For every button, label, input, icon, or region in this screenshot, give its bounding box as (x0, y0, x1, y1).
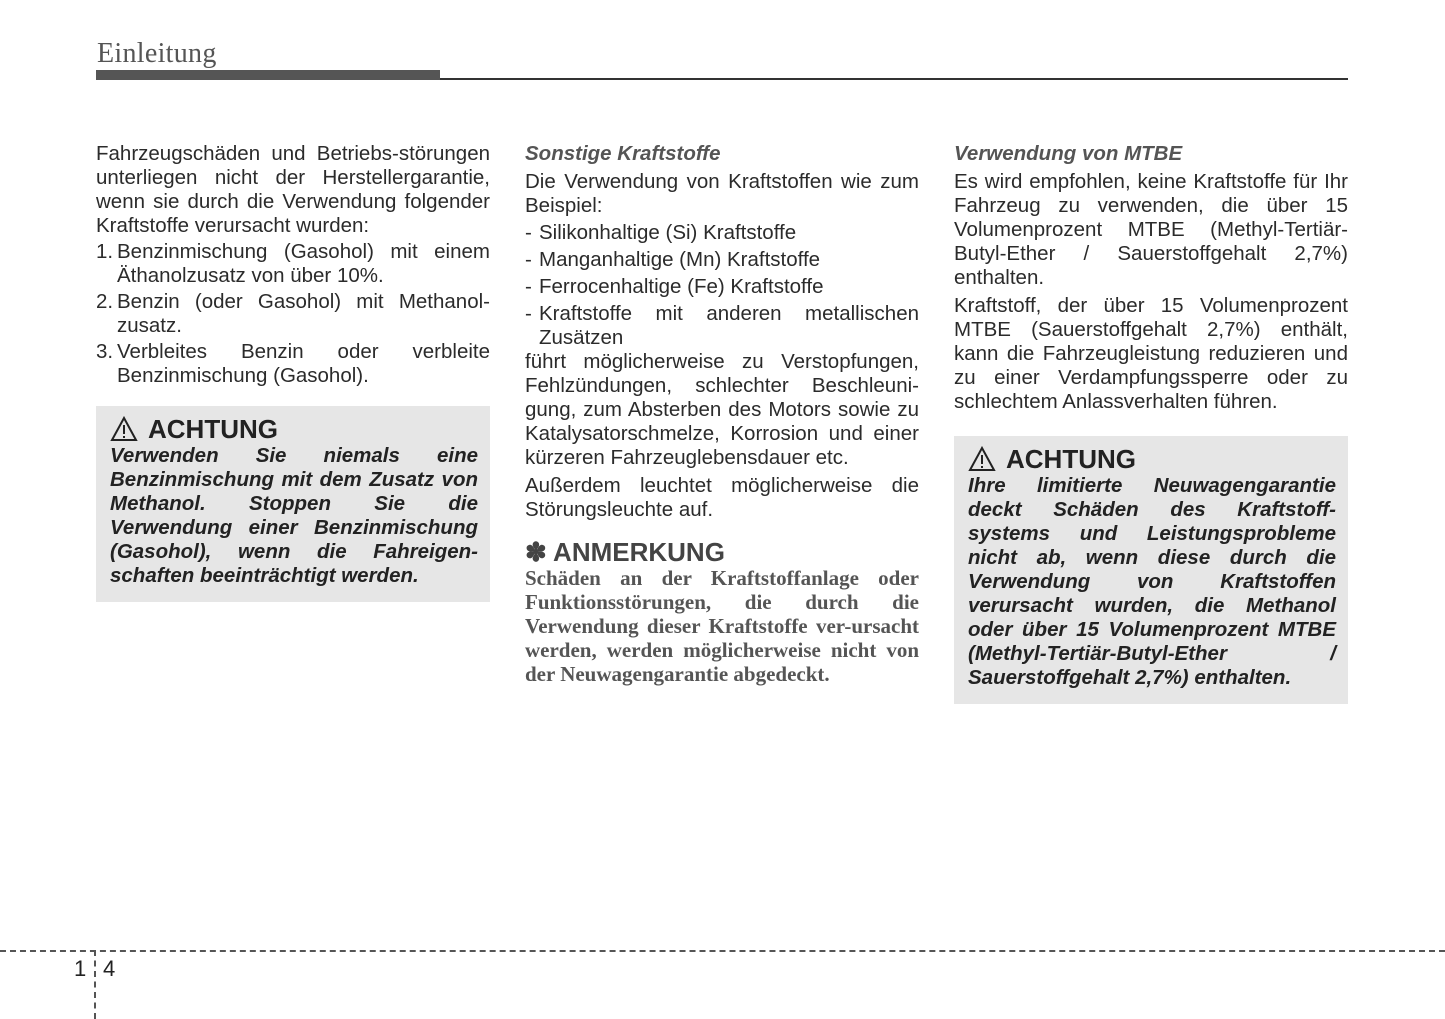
list-item (96, 240, 490, 288)
section-subtitle: Verwendung von MTBE (954, 142, 1183, 165)
page-header-title: Einleitung (97, 38, 217, 69)
header-rule-thin (440, 78, 1348, 80)
list-text: Benzinmischung (Gasohol) mit einem Äthanolzusatz von über 10%. (117, 240, 490, 287)
list-item (96, 340, 490, 388)
body-paragraph: Es wird empfohlen, keine Kraftstoffe für Ihr Fahrzeug zu verwenden, die über 15 Volumenprozent MTBE (Methyl-Tertiär-Butyl-Ether / Sauerstoffgehalt 2,7%) enthalten. (954, 170, 1348, 289)
warning-text: Verwenden Sie niemals eine Benzinmischung mit dem Zusatz von Methanol. Stoppen Sie die Verwendung einer Benzinmischung (Gasohol), wenn die Fahreigen-schaften beeinträchtigt werden. (110, 444, 478, 587)
list-item: - Ferrocenhaltige (Fe) Kraftstoffe (525, 275, 919, 299)
list-text: Verbleites Benzin oder verbleite Benzinmischung (Gasohol). (117, 340, 490, 387)
list-number: 1. (96, 240, 114, 263)
footer-vertical-divider (94, 950, 96, 1019)
intro-paragraph: Die Verwendung von Kraftstoffen wie zum Beispiel: (525, 170, 919, 217)
warning-heading (968, 446, 1336, 472)
intro-paragraph: Fahrzeugschäden und Betriebs-störungen unterliegen nicht der Herstellergarantie, wenn sie durch die Verwendung folgender Kraftstoffe verursacht wurden: (96, 142, 490, 237)
page-number: 4 (103, 956, 116, 981)
warning-title: ACHTUNG (1006, 444, 1136, 474)
list-item: - Manganhaltige (Mn) Kraftstoffe (525, 248, 919, 272)
warning-triangle-icon (968, 446, 996, 472)
warning-title: ACHTUNG (148, 414, 278, 444)
warning-box (954, 436, 1348, 704)
section-number: 1 (74, 956, 87, 981)
warning-text: Ihre limitierte Neuwagengarantie deckt Schäden des Kraftstoff-systems und Leistungsprobleme nicht ab, wenn diese durch die Verwendung von Kraftstoffen verursacht wurden, die Methanol oder über 15 Volumenprozent MTBE (Methyl-Tertiär-Butyl-Ether / Sauerstoffgehalt 2,7%) enthalten. (968, 474, 1336, 689)
footer-divider (0, 950, 1445, 952)
list-item: - Kraftstoffe mit anderen metallischen Zusätzen (525, 302, 919, 349)
list-item: - Silikonhaltige (Si) Kraftstoffe (525, 221, 919, 245)
body-paragraph: Außerdem leuchtet möglicherweise die Störungsleuchte auf. (525, 474, 919, 521)
column-left (96, 142, 490, 602)
column-right (954, 142, 1348, 704)
list-text: Ferrocenhaltige (Fe) Kraftstoffe (539, 275, 824, 298)
body-paragraph: führt möglicherweise zu Verstopfungen, Fehlzündungen, schlechter Beschleuni-gung, zum Absterben des Motors sowie zu Katalysatorschmelze, Korrosion und einer kürzeren Fahrzeuglebensdauer etc. (525, 350, 919, 469)
section-subtitle: Sonstige Kraftstoffe (525, 142, 721, 165)
list-text: Silikonhaltige (Si) Kraftstoffe (539, 221, 797, 244)
warning-triangle-icon (110, 416, 138, 442)
note-heading: ✽ ANMERKUNG (525, 537, 725, 567)
list-text: Manganhaltige (Mn) Kraftstoffe (539, 248, 821, 271)
body-paragraph: Kraftstoff, der über 15 Volumenprozent MTBE (Sauerstoffgehalt 2,7%) enthält, kann die Fahrzeugleistung reduzieren und zu einer Verdampfungssperre oder zu schlechtem Anlassverhalten führen. (954, 294, 1348, 413)
warning-heading (110, 416, 478, 442)
list-number: 2. (96, 290, 114, 313)
column-middle (525, 142, 919, 686)
list-number: 3. (96, 340, 114, 363)
header-rule-thick (96, 70, 440, 80)
list-text: Kraftstoffe mit anderen metallischen Zusätzen (539, 302, 919, 349)
warning-box (96, 406, 490, 602)
list-text: Benzin (oder Gasohol) mit Methanol-zusatz. (117, 290, 490, 337)
list-item (96, 290, 490, 338)
note-text: Schäden an der Kraftstoffanlage oder Funktionsstörungen, die durch die Verwendung dieser Kraftstoffe ver-ursacht werden, werden möglicherweise nicht von der Neuwagengarantie abgedeckt. (525, 566, 919, 686)
